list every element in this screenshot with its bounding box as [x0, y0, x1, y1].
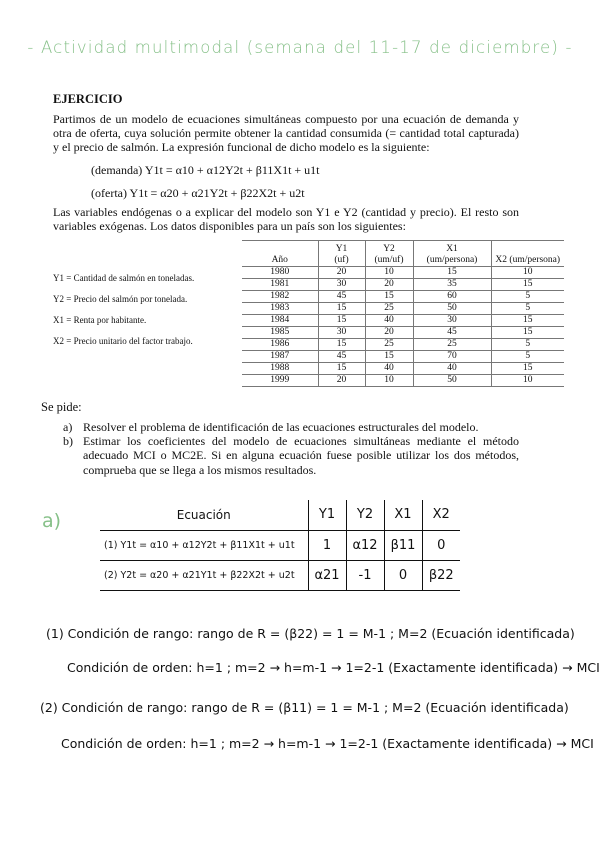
table-header: Y2: [346, 500, 384, 530]
eq2-rank-condition: (2) Condición de rango: rango de R = (β11) = 1 = M-1 ; M=2 (Ecuación identificada): [40, 700, 569, 715]
table-cell: 45: [413, 327, 491, 339]
table-cell: 20: [318, 267, 365, 279]
table-header: X2 (um/persona): [491, 241, 564, 267]
task-label: a): [63, 420, 73, 434]
variable-legend: [53, 268, 194, 352]
table-cell: 15: [318, 363, 365, 375]
legend-item: X1 = Renta por habitante.: [53, 315, 147, 325]
table-cell: 70: [413, 351, 491, 363]
variables-text: Las variables endógenas o a explicar del modelo son Y1 e Y2 (cantidad y precio). El resto son variables exógenas. Los datos disponibles para un país son los siguientes:: [53, 205, 519, 234]
table-cell: 45: [318, 351, 365, 363]
se-pide-heading: Se pide:: [41, 400, 82, 414]
task-item: [63, 434, 519, 477]
table-cell: 5: [491, 291, 564, 303]
table-cell: 60: [413, 291, 491, 303]
table-cell: 45: [318, 291, 365, 303]
table-row: [242, 327, 564, 339]
eq1-order-condition: Condición de orden: h=1 ; m=2 → h=m-1 → 1=2-1 (Exactamente identificada) → MCI: [67, 660, 600, 675]
table-cell: 0: [422, 530, 460, 560]
task-item: [63, 420, 519, 434]
table-cell: -1: [346, 560, 384, 590]
table-cell: 1982: [242, 291, 318, 303]
table-header-row: [100, 500, 460, 530]
supply-equation: (oferta) Y1t = α20 + α21Y2t + β22X2t + u2t: [91, 186, 305, 200]
table-cell: (2) Y2t = α20 + α21Y1t + β22X2t + u2t: [100, 560, 308, 590]
table-cell: β22: [422, 560, 460, 590]
table-cell: 15: [413, 267, 491, 279]
table-cell: 15: [365, 351, 413, 363]
table-cell: 15: [491, 363, 564, 375]
legend-item: Y2 = Precio del salmón por tonelada.: [53, 294, 188, 304]
table-cell: 25: [365, 339, 413, 351]
legend-item: Y1 = Cantidad de salmón en toneladas.: [53, 273, 195, 283]
table-cell: 15: [318, 339, 365, 351]
demand-equation: (demanda) Y1t = α10 + α12Y2t + β11X1t + u1t: [91, 163, 320, 177]
table-cell: 40: [365, 363, 413, 375]
table-row: [242, 267, 564, 279]
task-text: Estimar los coeficientes del modelo de ecuaciones simultáneas mediante el método adecuado MCI o MC2E. Si en alguna ecuación fuese posible utilizar los dos métodos, comprueba que se llega a los mismos resultados.: [83, 434, 519, 477]
table-cell: 1: [308, 530, 346, 560]
table-cell: 30: [318, 327, 365, 339]
table-cell: 20: [365, 327, 413, 339]
table-header: X1 (um/persona): [413, 241, 491, 267]
table-header: Y1: [308, 500, 346, 530]
task-text: Resolver el problema de identificación de las ecuaciones estructurales del modelo.: [83, 420, 479, 434]
table-cell: 1981: [242, 279, 318, 291]
table-cell: 15: [491, 279, 564, 291]
table-cell: 5: [491, 303, 564, 315]
table-header: Y1 (uf): [318, 241, 365, 267]
table-cell: 1983: [242, 303, 318, 315]
table-cell: 5: [491, 351, 564, 363]
table-cell: 20: [318, 375, 365, 387]
table-header: X2: [422, 500, 460, 530]
table-cell: 1986: [242, 339, 318, 351]
table-cell: 40: [365, 315, 413, 327]
legend-item: X2 = Precio unitario del factor trabajo.: [53, 336, 193, 346]
table-row: [100, 560, 460, 590]
table-cell: 1985: [242, 327, 318, 339]
table-header-row: [242, 241, 564, 267]
table-cell: 35: [413, 279, 491, 291]
table-cell: 10: [365, 267, 413, 279]
table-row: [242, 375, 564, 387]
table-row: [242, 303, 564, 315]
table-cell: 5: [491, 339, 564, 351]
table-row: [242, 279, 564, 291]
table-cell: 25: [365, 303, 413, 315]
table-cell: 30: [413, 315, 491, 327]
table-cell: (1) Y1t = α10 + α12Y2t + β11X1t + u1t: [100, 530, 308, 560]
table-cell: 15: [491, 327, 564, 339]
task-list: [63, 420, 519, 477]
table-row: [242, 315, 564, 327]
table-header: Ecuación: [100, 500, 308, 530]
table-cell: 25: [413, 339, 491, 351]
table-cell: 40: [413, 363, 491, 375]
table-cell: 1988: [242, 363, 318, 375]
table-header: Año: [242, 241, 318, 267]
table-row: [242, 339, 564, 351]
table-cell: α21: [308, 560, 346, 590]
table-row: [242, 351, 564, 363]
table-cell: 15: [491, 315, 564, 327]
table-cell: 20: [365, 279, 413, 291]
activity-title: - Actividad multimodal (semana del 11-17 de diciembre) -: [27, 38, 573, 57]
table-cell: α12: [346, 530, 384, 560]
answer-label: a): [42, 510, 62, 532]
table-row: [242, 363, 564, 375]
table-cell: 0: [384, 560, 422, 590]
table-cell: 15: [318, 303, 365, 315]
table-cell: β11: [384, 530, 422, 560]
table-cell: 1980: [242, 267, 318, 279]
table-header: Y2 (um/uf): [365, 241, 413, 267]
data-table: [242, 240, 564, 387]
table-cell: 15: [318, 315, 365, 327]
table-header: X1: [384, 500, 422, 530]
exercise-intro: Partimos de un modelo de ecuaciones simultáneas compuesto por una ecuación de demanda y otra de oferta, cuya solución permite obtener la cantidad consumida (= cantidad total capturada) y el precio de salmón. La expresión funcional de dicho modelo es la siguiente:: [53, 112, 519, 155]
table-row: [242, 291, 564, 303]
table-cell: 10: [365, 375, 413, 387]
table-cell: 30: [318, 279, 365, 291]
table-cell: 1984: [242, 315, 318, 327]
task-label: b): [63, 434, 73, 449]
eq2-order-condition: Condición de orden: h=1 ; m=2 → h=m-1 → 1=2-1 (Exactamente identificada) → MCI: [61, 736, 594, 751]
eq1-rank-condition: (1) Condición de rango: rango de R = (β22) = 1 = M-1 ; M=2 (Ecuación identificada): [46, 626, 575, 641]
identification-table: [100, 500, 460, 591]
table-cell: 50: [413, 375, 491, 387]
table-row: [100, 530, 460, 560]
table-cell: 50: [413, 303, 491, 315]
table-cell: 10: [491, 267, 564, 279]
table-cell: 1999: [242, 375, 318, 387]
exercise-heading: EJERCICIO: [53, 92, 123, 106]
table-cell: 15: [365, 291, 413, 303]
table-cell: 10: [491, 375, 564, 387]
table-cell: 1987: [242, 351, 318, 363]
